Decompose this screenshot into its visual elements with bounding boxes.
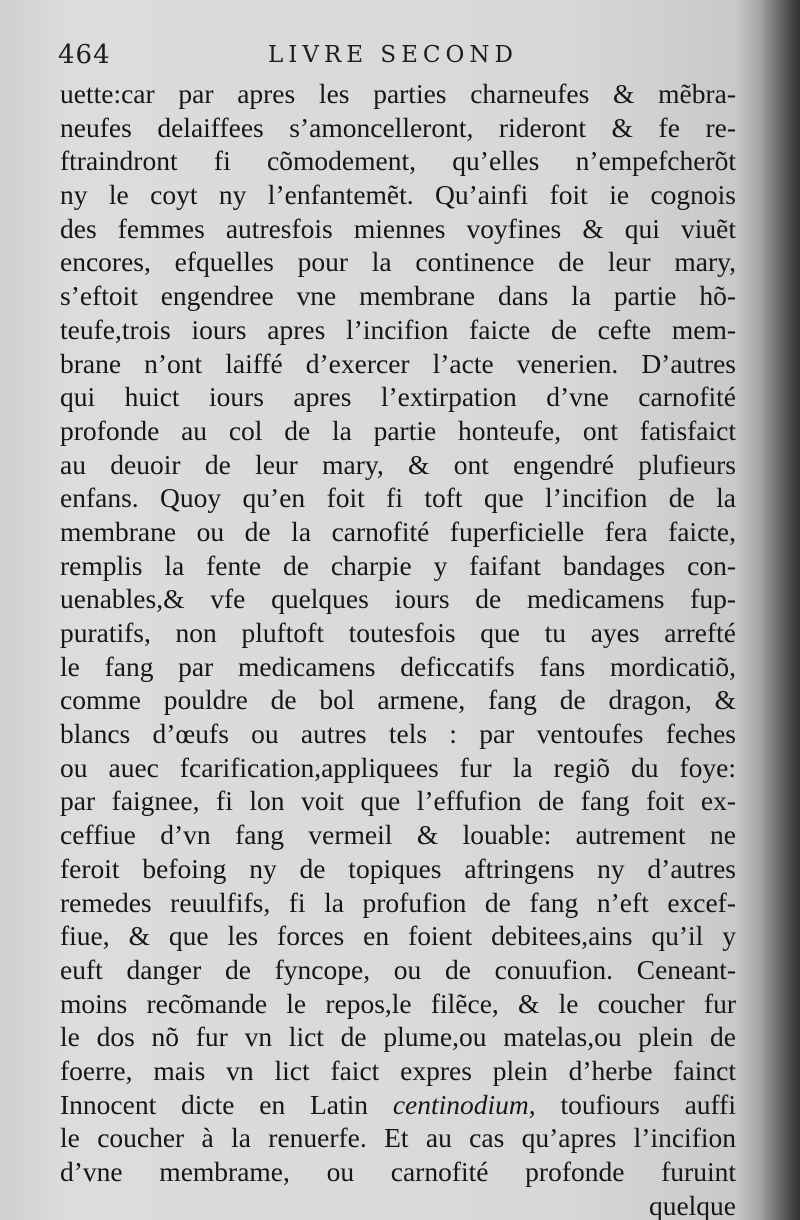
- catchword: quelque: [648, 1189, 736, 1220]
- text-line: le fang par medicamens deficcatifs fans mordicatiõ,: [60, 650, 736, 682]
- text-line: ftraindront fi cõmodement, qu’elles n’empefcherõt: [60, 145, 736, 177]
- text-line: ny le coyt ny l’enfantemẽt. Qu’ainfi foit ie cognois: [60, 179, 736, 211]
- text-line: enfans. Quoy qu’en foit fi toft que l’incifion de la: [60, 482, 736, 514]
- italic-term-centinodium: centinodium,: [392, 1088, 536, 1120]
- body-text: [60, 77, 740, 1220]
- text-line: uenables,& vfe quelques iours de medicamens fup-: [60, 583, 736, 615]
- text-line: au deuoir de leur mary, & ont engendré plufieurs: [60, 448, 736, 480]
- text-line: remedes reuulfifs, fi la profufion de fang n’eft excef-: [60, 886, 736, 918]
- text-line: remplis la fente de charpie y faifant bandages con-: [60, 549, 736, 581]
- text-line: le dos nõ fur vn lict de plume,ou matelas,ou plein de: [60, 1021, 736, 1053]
- text-line: brane n’ont laiffé d’exercer l’acte venerien. D’autres: [60, 347, 736, 379]
- page-gutter-shadow: [760, 0, 800, 1220]
- text-line: blancs d’œufs ou autres tels : par ventoufes feches: [60, 718, 736, 750]
- text-line: teufe,trois iours apres l’incifion faicte de cefte mem-: [60, 313, 736, 345]
- text-line: d’vne membrame, ou carnofité profonde furuint: [60, 1156, 736, 1187]
- text-line: membrane ou de la carnofité fuperficielle fera faicte,: [60, 515, 736, 547]
- text-line: profonde au col de la partie honteufe, ont fatisfaict: [60, 414, 736, 446]
- text-segment: Innocent dicte en Latin: [60, 1088, 393, 1120]
- text-segment: toufiours auffi: [535, 1088, 736, 1120]
- text-line: par faignee, fi lon voit que l’effufion de fang foit ex-: [60, 785, 736, 817]
- text-line: des femmes autresfois miennes voyfines & qui viuẽt: [60, 212, 736, 244]
- page-number: 464: [58, 40, 111, 70]
- text-line: ou auec fcarification,appliquees fur la regiõ du foye:: [60, 751, 736, 783]
- text-line: euft danger de fyncope, ou de conuufion. Ceneant-: [60, 953, 736, 985]
- page-header: [58, 38, 748, 74]
- running-head: LIVRE SECOND: [268, 42, 518, 68]
- text-line: puratifs, non pluftoft toutesfois que tu ayes arrefté: [60, 617, 736, 648]
- text-line: foerre, mais vn lict faict expres plein d’herbe fainct: [60, 1054, 736, 1086]
- text-line: fiue, & que les forces en foient debitees,ains qu’il y: [60, 920, 736, 952]
- text-line: moins recõmande le repos,le filẽce, & le coucher fur: [60, 987, 736, 1019]
- text-line: neufes delaiffees s’amoncelleront, rideront & fe re-: [60, 111, 736, 143]
- text-line: ceffiue d’vn fang vermeil & louable: autrement ne: [60, 819, 736, 851]
- text-line-with-italic: [60, 1088, 736, 1122]
- text-line: comme pouldre de bol armene, fang de dragon, &: [60, 684, 736, 716]
- text-line: s’eftoit engendree vne membrane dans la partie hõ-: [60, 280, 736, 312]
- text-line: uette:car par apres les parties charneufes & mẽbra-: [60, 78, 736, 109]
- text-line: qui huict iours apres l’extirpation d’vne carnofité: [60, 381, 736, 413]
- text-line: feroit befoing ny de topiques aftringens ny d’autres: [60, 852, 736, 884]
- text-line: le coucher à la renuerfe. Et au cas qu’apres l’incifion: [60, 1122, 736, 1154]
- text-line: encores, efquelles pour la continence de leur mary,: [60, 246, 736, 278]
